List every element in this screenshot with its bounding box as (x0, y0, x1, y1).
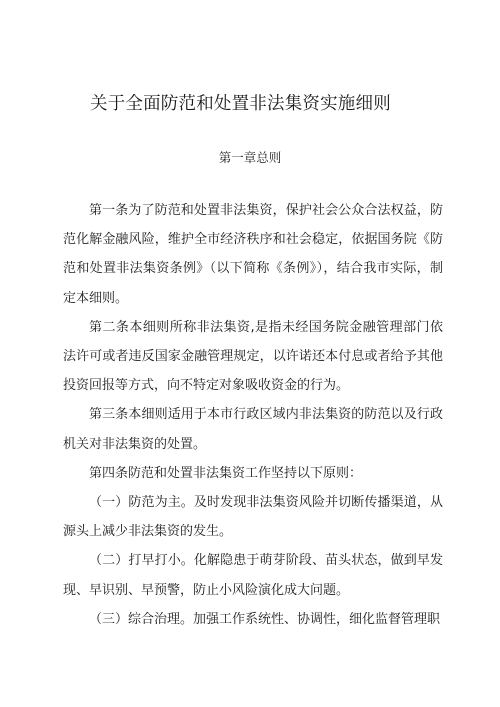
article-2-paragraph: 第二条本细则所称非法集资,是指未经国务院金融管理部门依法许可或者违反国家金融管理规定，以许诺还本付息或者给予其他投资回报等方式，向不特定对象吸收资金的行为。 (63, 319, 443, 394)
article-4-paragraph: 第四条防范和处置非法集资工作坚持以下原则： (89, 465, 363, 481)
document-title: 关于全面防范和处置非法集资实施细则 (90, 94, 391, 114)
principle-2-paragraph: （二）打早打小。化解隐患于萌芽阶段、苗头状态，做到早发现、早识别、早预警，防止小风险演化成大问题。 (63, 553, 443, 598)
article-1-paragraph: 第一条为了防范和处置非法集资，保护社会公众合法权益，防范化解金融风险，维护全市经济秩序和社会稳定，依据国务院《防范和处置非法集资条例》（以下简称《条例》），结合我市实际，制定本细则。 (63, 203, 443, 306)
document-body (63, 196, 443, 634)
chapter-heading: 第一章总则 (218, 150, 282, 165)
principle-3-paragraph: （三）综合治理。加强工作系统性、协调性，细化监督管理职 (89, 611, 441, 627)
principle-1-paragraph: （一）防范为主。及时发现非法集资风险并切断传播渠道，从源头上减少非法集资的发生。 (63, 495, 443, 540)
article-3-paragraph: 第三条本细则适用于本市行政区域内非法集资的防范以及行政机关对非法集资的处置。 (63, 407, 443, 452)
